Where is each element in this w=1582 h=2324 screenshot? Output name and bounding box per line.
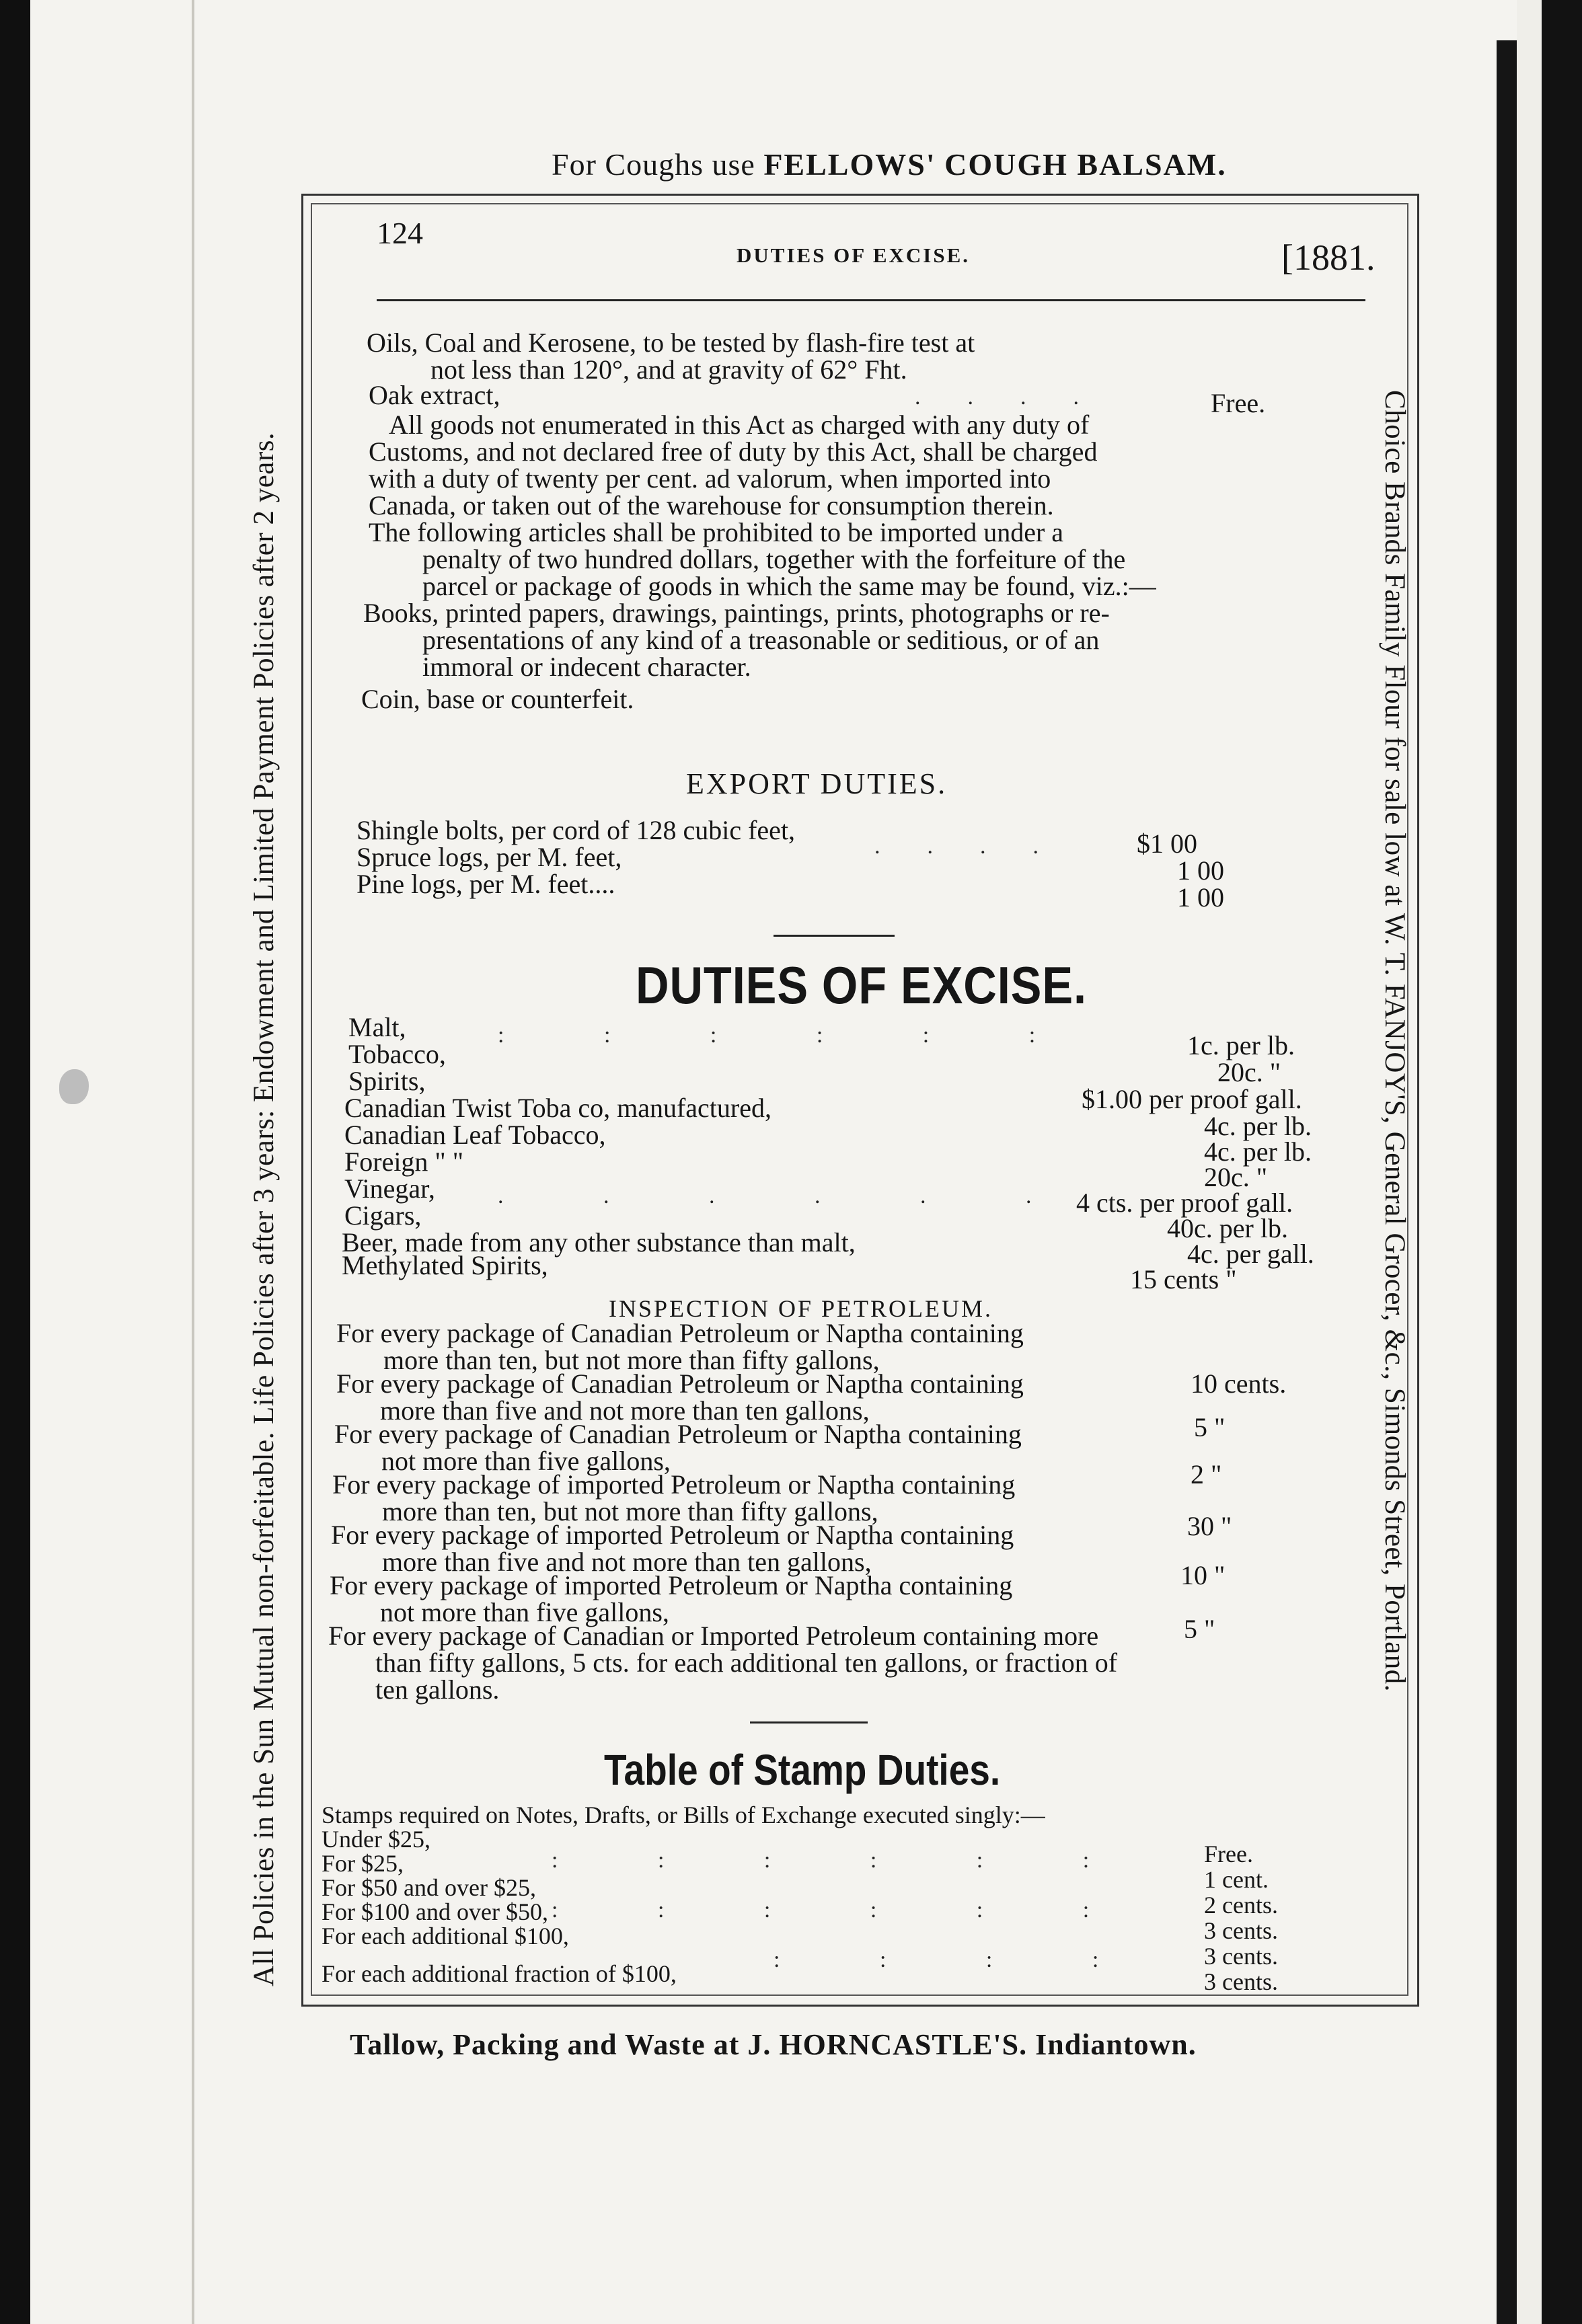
- petroleum-value: 5 ": [1184, 1614, 1215, 1644]
- top-ad-name: FELLOWS': [763, 147, 936, 182]
- excise-item: Malt,: [348, 1012, 406, 1042]
- excise-item: Spirits,: [348, 1066, 426, 1096]
- petroleum-line: than fifty gallons, 5 cts. for each additional ten gallons, or fraction of: [375, 1648, 1118, 1678]
- petroleum-value: 30 ": [1187, 1511, 1232, 1541]
- leader-dots: ....: [874, 834, 1086, 859]
- leader-dots-column: : : : : : :: [498, 1023, 1083, 1048]
- section-rule: [774, 935, 895, 937]
- petroleum-line: For every package of Canadian Petroleum or Naptha containing: [336, 1368, 1024, 1399]
- stamp-item: Under $25,: [322, 1826, 430, 1853]
- petroleum-line: For every package of Canadian or Imported Petroleum containing more: [328, 1621, 1099, 1651]
- export-value: $1 00: [1137, 828, 1197, 859]
- intro-line: All goods not enumerated in this Act as charged with any duty of: [389, 410, 1090, 440]
- excise-value: 4c. per lb.: [1204, 1136, 1312, 1167]
- petroleum-value: 5 ": [1194, 1412, 1226, 1442]
- page-number: 124: [377, 216, 423, 250]
- intro-line: immoral or indecent character.: [422, 652, 751, 682]
- intro-line: Coin, base or counterfeit.: [361, 684, 634, 714]
- section-rule: [750, 1721, 868, 1723]
- export-item: Pine logs, per M. feet....: [356, 869, 615, 899]
- intro-line: Canada, or taken out of the warehouse for consumption therein.: [369, 490, 1054, 520]
- export-duties-heading: EXPORT DUTIES.: [686, 767, 948, 800]
- intro-line: parcel or package of goods in which the same may be found, viz.:—: [422, 571, 1156, 601]
- petroleum-value: 2 ": [1191, 1459, 1222, 1489]
- petroleum-line: For every package of imported Petroleum or Naptha containing: [331, 1520, 1014, 1550]
- excise-value: 40c. per lb.: [1167, 1213, 1288, 1243]
- petroleum-value: 10 ": [1180, 1560, 1226, 1590]
- excise-item: Beer, made from any other substance than malt,: [342, 1227, 856, 1257]
- bottom-advertisement: Tallow, Packing and Waste at J. HORNCASTLE'S. Indiantown.: [350, 2028, 1197, 2061]
- stamp-duties-heading: Table of Stamp Duties.: [604, 1746, 1001, 1794]
- stamp-value: 3 cents.: [1204, 1917, 1278, 1944]
- intro-line: Books, printed papers, drawings, paintings, prints, photographs or re-: [363, 598, 1110, 628]
- petroleum-line: not more than five gallons,: [381, 1446, 671, 1476]
- stamp-item: For $25,: [322, 1850, 404, 1877]
- petroleum-heading: INSPECTION OF PETROLEUM.: [609, 1295, 993, 1322]
- stamp-item: For each additional $100,: [322, 1923, 569, 1949]
- export-value: 1 00: [1177, 855, 1224, 886]
- petroleum-line: more than ten, but not more than fifty gallons,: [383, 1345, 880, 1375]
- intro-line: Oils, Coal and Kerosene, to be tested by flash-fire test at: [367, 327, 975, 358]
- export-item: Shingle bolts, per cord of 128 cubic feet,: [356, 815, 796, 845]
- intro-line: Customs, and not declared free of duty by this Act, shall be charged: [369, 436, 1098, 467]
- page-gutter-edge: [192, 0, 194, 2324]
- top-ad-prefix: For Coughs use: [552, 147, 755, 182]
- export-value: 1 00: [1177, 882, 1224, 913]
- stamp-value: Free.: [1204, 1841, 1253, 1867]
- intro-line: presentations of any kind of a treasonable or seditious, or of an: [422, 625, 1100, 655]
- stamp-item: For each additional fraction of $100,: [322, 1960, 677, 1987]
- excise-item: Tobacco,: [348, 1039, 446, 1069]
- excise-value: 4c. per lb.: [1204, 1111, 1312, 1141]
- excise-item: Vinegar,: [344, 1173, 435, 1204]
- year-label: [1881.: [1281, 237, 1376, 278]
- intro-line: not less than 120°, and at gravity of 62° Fht.: [430, 354, 907, 385]
- stamp-item: For $50 and over $25,: [322, 1874, 536, 1901]
- leader-dots: : : : :: [774, 1947, 1146, 1972]
- running-title: DUTIES OF EXCISE.: [737, 243, 971, 267]
- right-margin-advertisement: Choice Brands Family Flour for sale low at W. T. FANJOY'S, General Grocer, &c., Simonds Street, Portland.: [1379, 390, 1410, 1692]
- leader-dots: ....: [915, 385, 1126, 410]
- stamp-value: 1 cent.: [1204, 1866, 1269, 1893]
- export-item: Spruce logs, per M. feet,: [356, 842, 622, 872]
- left-margin-advertisement: All Policies in the Sun Mutual non-forfeitable. Life Policies after 3 years: Endowment and Limited Payment Policies after 2 years.: [248, 432, 280, 1986]
- petroleum-line: For every package of imported Petroleum or Naptha containing: [332, 1469, 1016, 1500]
- excise-item: Canadian Twist Toba co, manufactured,: [344, 1093, 771, 1123]
- stamp-value: 2 cents.: [1204, 1892, 1278, 1919]
- excise-value: $1.00 per proof gall.: [1082, 1084, 1302, 1114]
- leader-dots-column: . . . . . .: [498, 1184, 1079, 1208]
- excise-value: 20c. ": [1217, 1057, 1281, 1087]
- stamp-item: For $100 and over $50,: [322, 1898, 548, 1925]
- excise-item: Foreign " ": [344, 1147, 464, 1177]
- scan-gap: [1497, 40, 1517, 2324]
- petroleum-line: For every package of Canadian Petroleum or Naptha containing: [334, 1419, 1022, 1449]
- petroleum-line: not more than five gallons,: [380, 1597, 669, 1627]
- facing-page-edge: [1517, 0, 1542, 2324]
- excise-item: Cigars,: [344, 1200, 422, 1231]
- oak-value: Free.: [1211, 388, 1266, 418]
- stamp-value: 3 cents.: [1204, 1943, 1278, 1970]
- excise-value: 20c. ": [1204, 1162, 1268, 1192]
- scan-border-left: [0, 0, 30, 2324]
- excise-value: 15 cents ": [1130, 1264, 1237, 1294]
- excise-value: 1c. per lb.: [1187, 1030, 1295, 1060]
- petroleum-line: For every package of Canadian Petroleum or Naptha containing: [336, 1318, 1024, 1348]
- excise-item: Canadian Leaf Tobacco,: [344, 1120, 606, 1150]
- scan-border-right: [1542, 0, 1582, 2324]
- petroleum-value: 10 cents.: [1191, 1368, 1287, 1399]
- top-ad-product: COUGH BALSAM.: [944, 147, 1227, 182]
- petroleum-line: more than ten, but not more than fifty gallons,: [382, 1496, 878, 1526]
- stamp-intro: Stamps required on Notes, Drafts, or Bills of Exchange executed singly:—: [322, 1802, 1045, 1828]
- stamp-value: 3 cents.: [1204, 1968, 1278, 1995]
- excise-heading: DUTIES OF EXCISE.: [636, 956, 1087, 1015]
- leader-dots: : : : : : :: [552, 1848, 1137, 1873]
- excise-item: Methylated Spirits,: [342, 1250, 548, 1280]
- leader-dots: : : : : : :: [552, 1898, 1137, 1923]
- excise-value: 4 cts. per proof gall.: [1076, 1188, 1293, 1218]
- intro-line: The following articles shall be prohibited to be imported under a: [369, 517, 1064, 547]
- excise-value: 4c. per gall.: [1187, 1239, 1314, 1269]
- header-rule: [377, 299, 1365, 301]
- top-advertisement: [552, 147, 1227, 182]
- petroleum-line: For every package of imported Petroleum or Naptha containing: [330, 1570, 1013, 1600]
- intro-line: with a duty of twenty per cent. ad valorum, when imported into: [369, 463, 1051, 494]
- petroleum-line: ten gallons.: [375, 1674, 500, 1705]
- petroleum-line: more than five and not more than ten gallons,: [380, 1395, 870, 1426]
- intro-line: penalty of two hundred dollars, together with the forfeiture of the: [422, 544, 1126, 574]
- petroleum-line: more than five and not more than ten gallons,: [382, 1547, 872, 1577]
- paper-blemish: [59, 1069, 89, 1104]
- intro-line: Oak extract,: [369, 380, 500, 410]
